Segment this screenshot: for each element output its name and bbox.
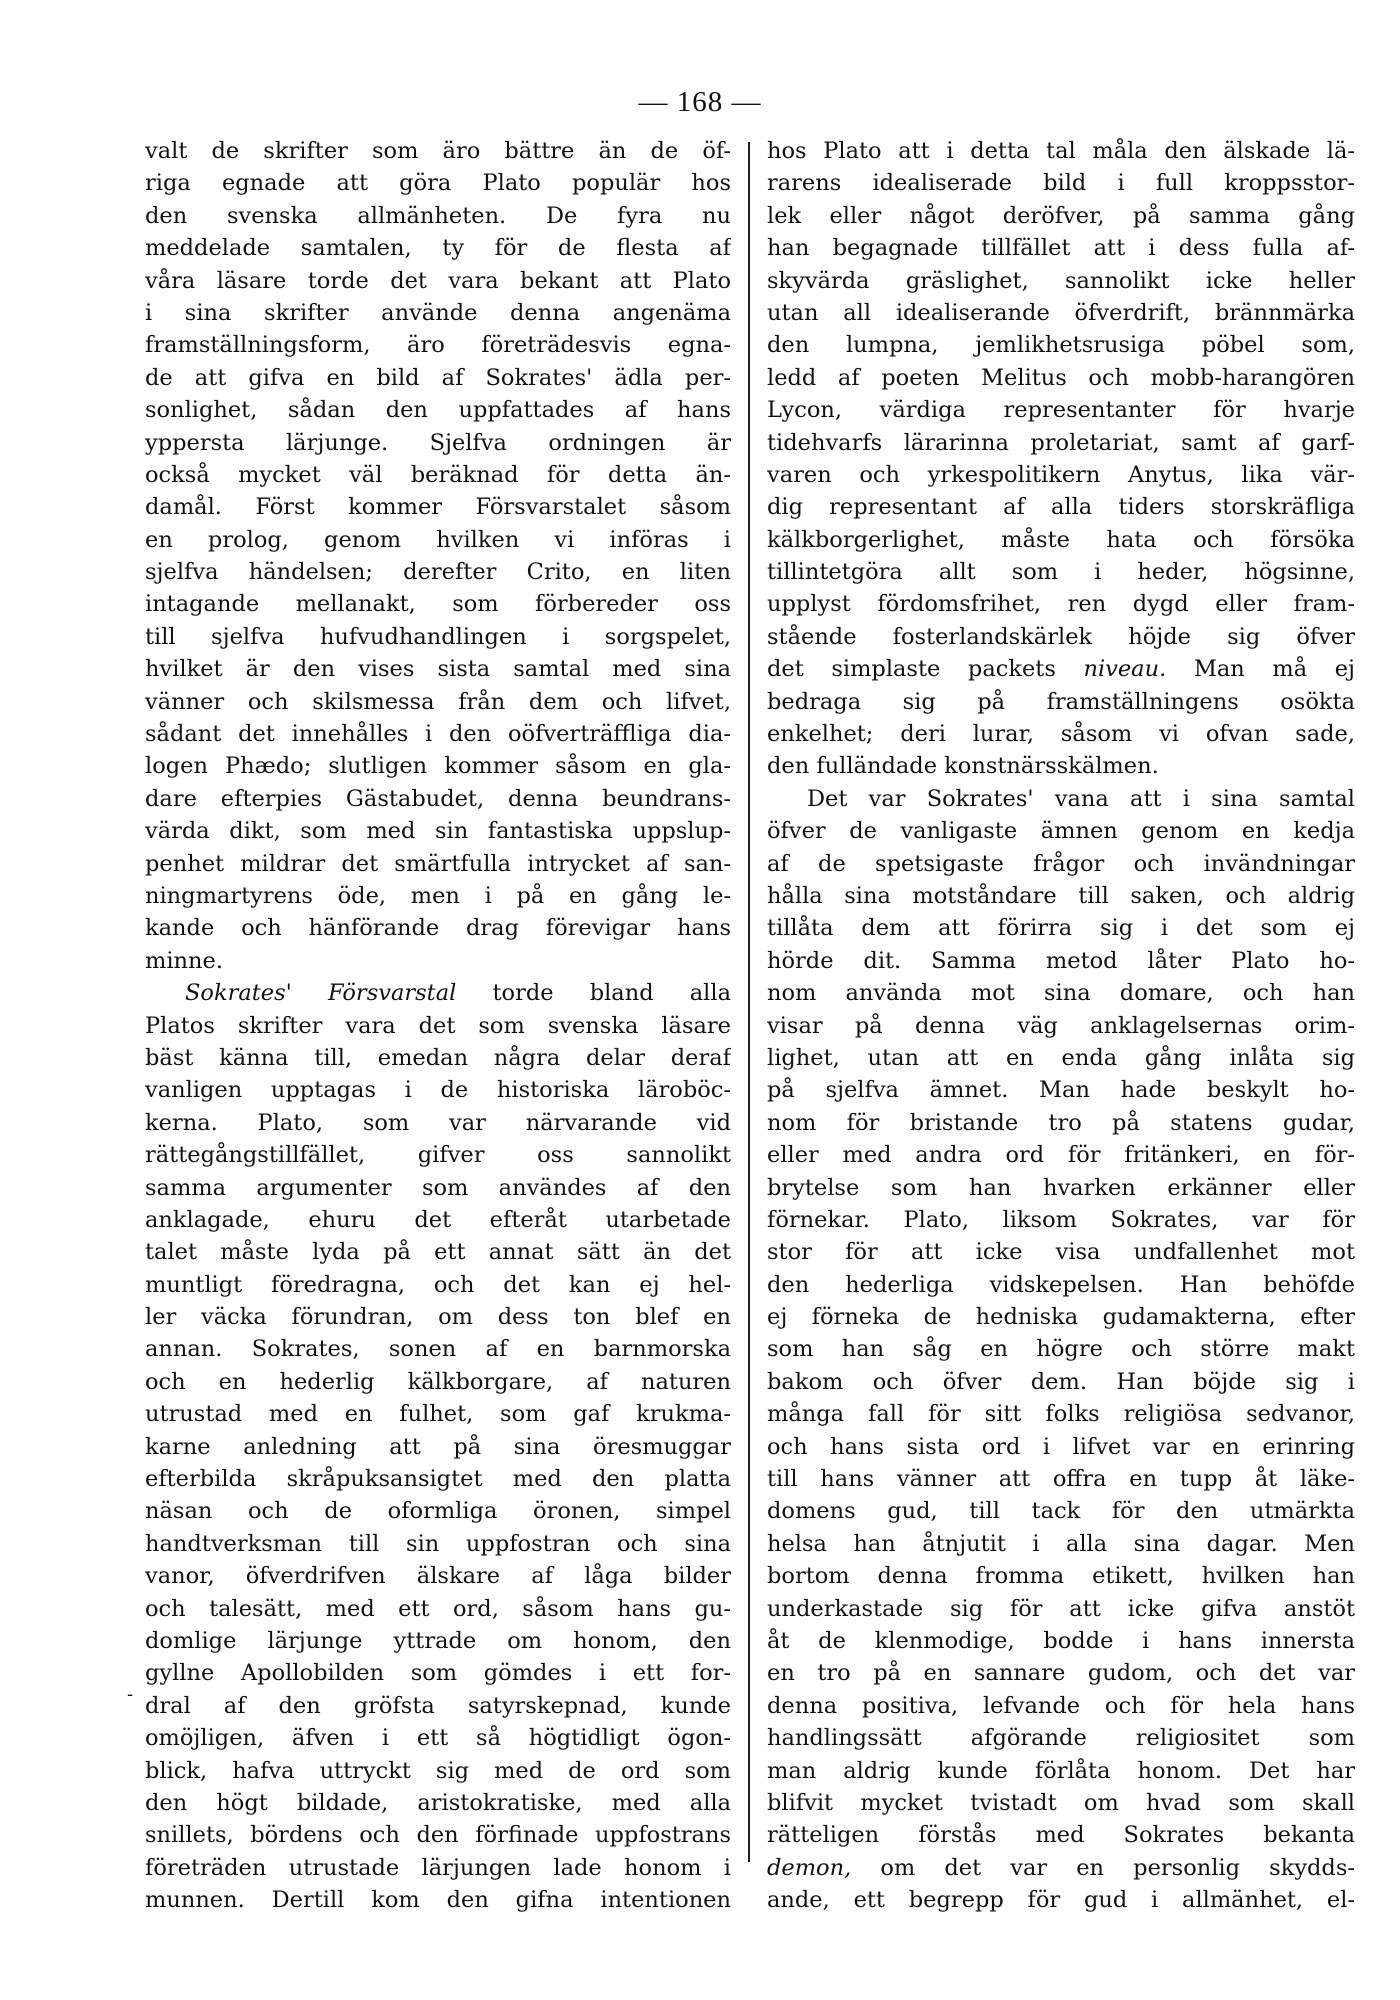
text-line: blick, hafva uttryckt sig med de ord som xyxy=(145,1757,731,1784)
text-line: det simplaste packets niveau. Man må ej xyxy=(767,656,1355,683)
text-line: samma argumenter som användes af den xyxy=(145,1174,731,1201)
text-line: till sjelfva hufvudhandlingen i sorgspelet, xyxy=(145,623,731,650)
text-line: handlingssätt afgörande religiositet som xyxy=(767,1725,1355,1752)
text-line: värda dikt, som med sin fantastiska uppslup- xyxy=(145,818,731,845)
margin-mark: - xyxy=(127,1684,134,1705)
text-line: af de spetsigaste frågor och invändningar xyxy=(767,850,1355,877)
text-line: Det var Sokrates' vana att i sina samtal xyxy=(807,785,1355,812)
text-line: till hans vänner att offra en tupp åt läke- xyxy=(767,1466,1355,1493)
text-line: underkastade sig för att icke gifva anstöt xyxy=(767,1595,1355,1622)
text-line: ningmartyrens öde, men i på en gång le- xyxy=(145,882,731,909)
text-line: man aldrig kunde förlåta honom. Det har xyxy=(767,1757,1355,1784)
text-line: Sokrates' Försvarstal torde bland alla xyxy=(185,980,731,1007)
text-line: nom använda mot sina domare, och han xyxy=(767,980,1355,1007)
text-line: eller med andra ord för fritänkeri, en för- xyxy=(767,1142,1355,1169)
text-line: tillåta dem att förirra sig i det som ej xyxy=(767,915,1355,942)
text-line: blifvit mycket tvistadt om hvad som skall xyxy=(767,1789,1355,1816)
text-line: sonlighet, sådan den uppfattades af hans xyxy=(145,397,731,424)
text-line: handtverksman till sin uppfostran och sina xyxy=(145,1530,731,1557)
text-line: skyvärda gräslighet, sannolikt icke heller xyxy=(767,267,1355,294)
text-line: hvilket är den vises sista samtal med sina xyxy=(145,656,731,683)
text-line: hörde dit. Samma metod låter Plato ho- xyxy=(767,947,1355,974)
text-line: rätteligen förstås med Sokrates bekanta xyxy=(767,1822,1355,1849)
text-line: domlige lärjunge yttrade om honom, den xyxy=(145,1627,731,1654)
text-line: omöjligen, äfven i ett så högtidligt ögon- xyxy=(145,1725,731,1752)
right-column xyxy=(767,135,1355,1916)
left-column xyxy=(145,135,731,1916)
text-line: dral af den gröfsta satyrskepnad, kunde xyxy=(145,1692,731,1719)
text-line: näsan och de oformliga öronen, simpel xyxy=(145,1498,731,1525)
text-line: lighet, utan att en enda gång inlåta sig xyxy=(767,1044,1355,1071)
text-line: Lycon, värdiga representanter för hvarje xyxy=(767,397,1355,424)
text-line: valt de skrifter som äro bättre än de öf- xyxy=(145,138,731,164)
text-line: och en hederlig kälkborgare, af naturen xyxy=(145,1368,731,1395)
text-line: damål. Först kommer Försvarstalet såsom xyxy=(145,494,731,521)
text-line: dig representant af alla tiders storskräfliga xyxy=(767,494,1355,521)
text-line: en prolog, genom hvilken vi införas i xyxy=(145,526,731,553)
text-line: ledd af poeten Melitus och mobb-harangören xyxy=(767,364,1355,391)
text-line: företräden utrustade lärjungen lade honom i xyxy=(145,1854,731,1881)
text-line: våra läsare torde det vara bekant att Plato xyxy=(145,267,731,294)
text-line: och talesätt, med ett ord, såsom hans gu- xyxy=(145,1595,731,1622)
column-divider xyxy=(748,142,750,1862)
text-line: förnekar. Plato, liksom Sokrates, var för xyxy=(767,1206,1355,1233)
text-line: dare efterpies Gästabudet, denna beundrans- xyxy=(145,785,731,812)
text-line: muntligt föredragna, och det kan ej hel- xyxy=(145,1271,731,1298)
text-line: sjelfva händelsen; derefter Crito, en liten xyxy=(145,559,731,586)
text-line: den svenska allmänheten. De fyra nu xyxy=(145,202,731,229)
text-line: domens gud, till tack för den utmärkta xyxy=(767,1498,1355,1525)
text-line: rarens idealiserade bild i full kroppsstor- xyxy=(767,170,1355,197)
text-line: i sina skrifter använde denna angenäma xyxy=(145,299,731,326)
text-line: Platos skrifter vara det som svenska läsare xyxy=(145,1012,731,1039)
text-line: vanor, öfverdrifven älskare af låga bilder xyxy=(145,1563,731,1590)
text-line: ler väcka förundran, om dess ton blef en xyxy=(145,1304,731,1331)
text-line: riga egnade att göra Plato populär hos xyxy=(145,170,731,197)
text-line: åt de klenmodige, bodde i hans innersta xyxy=(767,1627,1355,1654)
text-line: lek eller något deröfver, på samma gång xyxy=(767,202,1355,229)
text-line: hos Plato att i detta tal måla den älskade lä- xyxy=(767,138,1355,164)
text-line: snillets, bördens och den förfinade uppfostrans xyxy=(145,1822,731,1849)
text-line: stående fosterlandskärlek höjde sig öfver xyxy=(767,623,1355,650)
text-line: vanligen upptagas i de historiska läroböc- xyxy=(145,1077,731,1104)
text-line: de att gifva en bild af Sokrates' ädla per- xyxy=(145,364,731,391)
text-line: efterbilda skråpuksansigtet med den platta xyxy=(145,1466,731,1493)
text-line: han begagnade tillfället att i dess fulla af- xyxy=(767,235,1355,262)
text-line: penhet mildrar det smärtfulla intrycket af san- xyxy=(145,850,731,877)
text-line: också mycket väl beräknad för detta än- xyxy=(145,461,731,488)
text-line: utan all idealiserande öfverdrift, brännmärka xyxy=(767,299,1355,326)
text-line: yppersta lärjunge. Sjelfva ordningen är xyxy=(145,429,731,456)
text-line: minne. xyxy=(145,947,223,974)
text-line: tidehvarfs lärarinna proletariat, samt af garf- xyxy=(767,429,1355,456)
text-line: ande, ett begrepp för gud i allmänhet, el- xyxy=(767,1887,1355,1914)
text-line: denna positiva, lefvande och för hela hans xyxy=(767,1692,1355,1719)
text-line: och hans sista ord i lifvet var en erinring xyxy=(767,1433,1355,1460)
text-line: den högt bildade, aristokratiske, med alla xyxy=(145,1789,731,1816)
text-line: kerna. Plato, som var närvarande vid xyxy=(145,1109,731,1136)
text-line: en tro på en sannare gudom, och det var xyxy=(767,1660,1355,1687)
text-line: stor för att icke visa undfallenhet mot xyxy=(767,1239,1355,1266)
text-line: öfver de vanligaste ämnen genom en kedja xyxy=(767,818,1355,845)
text-line: intagande mellanakt, som förbereder oss xyxy=(145,591,731,618)
text-line: bortom denna fromma etikett, hvilken han xyxy=(767,1563,1355,1590)
text-line: många fall för sitt folks religiösa sedvanor, xyxy=(767,1401,1355,1428)
page-number: — 168 — xyxy=(638,86,762,118)
text-line: enkelhet; deri lurar, såsom vi ofvan sade, xyxy=(767,721,1355,748)
text-line: upplyst fördomsfrihet, ren dygd eller fram- xyxy=(767,591,1355,618)
text-line: gyllne Apollobilden som gömdes i ett for- xyxy=(145,1660,731,1687)
text-line: visar på denna väg anklagelsernas orim- xyxy=(767,1012,1355,1039)
text-line: nom för bristande tro på statens gudar, xyxy=(767,1109,1355,1136)
text-line: varen och yrkespolitikern Anytus, lika vär- xyxy=(767,461,1355,488)
text-line: sådant det innehålles i den oöfverträffliga dia- xyxy=(145,721,731,748)
text-line: vänner och skilsmessa från dem och lifvet, xyxy=(145,688,731,715)
text-line: tillintetgöra allt som i heder, högsinne, xyxy=(767,559,1355,586)
text-line: den fulländade konstnärsskälmen. xyxy=(767,753,1159,780)
text-line: meddelade samtalen, ty för de flesta af xyxy=(145,235,731,262)
text-line: den lumpna, jemlikhetsrusiga pöbel som, xyxy=(767,332,1355,359)
text-line: på sjelfva ämnet. Man hade beskylt ho- xyxy=(767,1077,1355,1104)
text-line: demon, om det var en personlig skydds- xyxy=(767,1854,1355,1881)
text-line: som han såg en högre och större makt xyxy=(767,1336,1355,1363)
text-line: helsa han åtnjutit i alla sina dagar. Men xyxy=(767,1530,1355,1557)
text-line: bedraga sig på framställningens osökta xyxy=(767,688,1355,715)
text-line: logen Phædo; slutligen kommer såsom en gla- xyxy=(145,753,731,780)
text-line: utrustad med en fulhet, som gaf krukma- xyxy=(145,1401,731,1428)
text-line: karne anledning att på sina öresmuggar xyxy=(145,1433,731,1460)
text-line: framställningsform, äro företrädesvis egna- xyxy=(145,332,731,359)
text-line: annan. Sokrates, sonen af en barnmorska xyxy=(145,1336,731,1363)
text-line: ej förneka de hedniska gudamakterna, efter xyxy=(767,1304,1355,1331)
text-line: kälkborgerlighet, måste hata och försöka xyxy=(767,526,1355,553)
text-line: den hederliga vidskepelsen. Han behöfde xyxy=(767,1271,1355,1298)
text-line: bakom och öfver dem. Han böjde sig i xyxy=(767,1368,1355,1395)
text-line: kande och hänförande drag förevigar hans xyxy=(145,915,731,942)
text-line: talet måste lyda på ett annat sätt än det xyxy=(145,1239,731,1266)
text-line: rättegångstillfället, gifver oss sannolikt xyxy=(145,1142,731,1169)
text-line: hålla sina motståndare till saken, och aldrig xyxy=(767,882,1355,909)
text-line: munnen. Dertill kom den gifna intentionen xyxy=(145,1887,731,1914)
text-line: brytelse som han hvarken erkänner eller xyxy=(767,1174,1355,1201)
text-line: anklagade, ehuru det efteråt utarbetade xyxy=(145,1206,731,1233)
text-line: bäst känna till, emedan några delar deraf xyxy=(145,1044,731,1071)
